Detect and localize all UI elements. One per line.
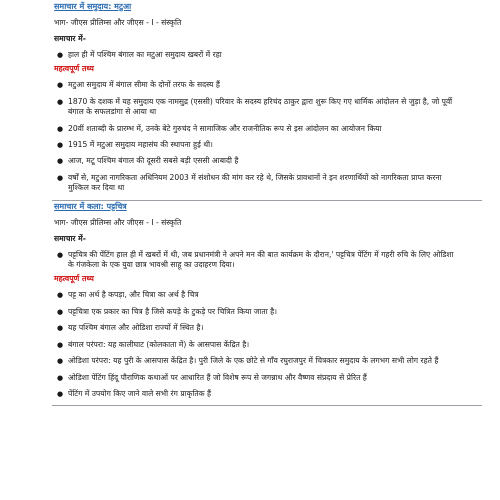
document-page bbox=[54, 0, 454, 406]
bullet-icon: ● bbox=[57, 97, 64, 106]
section-meta: भाग- जीएस प्रीलिम्स और जीएस - I - संस्कृति bbox=[54, 217, 182, 227]
bullet-icon: ● bbox=[57, 250, 64, 259]
list-item: ● पट्ट का अर्थ है कपड़ा, और चित्रा का अर्थ है चित्र bbox=[57, 290, 199, 300]
section-title: समाचार में समुदाय: मटुआ bbox=[54, 2, 132, 11]
section-title: समाचार में कला: पट्टचित्र bbox=[54, 201, 127, 211]
list-item: ● पेंटिंग में उपयोग किए जाने वाले सभी रंग प्राकृतिक हैं bbox=[57, 388, 212, 398]
list-item: ● 1870 के दशक में यह समुदाय एक नामसुद्र (एससी) परिवार के सदस्य हरिचंद ठाकुर द्वारा शुरू किए गए धार्मिक आंदोलन से जुड़ा है, जो पूर्वी बंगाल के सफलडांगा से आया था bbox=[57, 96, 453, 117]
bullet-icon: ● bbox=[57, 157, 64, 166]
important-facts-heading: महत्वपूर्ण तथ्य bbox=[54, 274, 94, 284]
list-item: ● पट्टचित्रा एक प्रकार का चित्र है जिसे कपड़े के टुकड़े पर चित्रित किया जाता है। bbox=[57, 306, 278, 316]
facts-list bbox=[54, 290, 454, 399]
list-item: ● 1915 में मटुआ समुदाय महासंघ की स्थापना हुई थी। bbox=[57, 140, 213, 150]
bullet-icon: ● bbox=[57, 389, 64, 398]
bullet-icon: ● bbox=[57, 357, 64, 366]
news-label: समाचार में- bbox=[54, 34, 86, 43]
bullet-icon: ● bbox=[57, 81, 64, 90]
section-divider bbox=[52, 405, 482, 406]
section-meta: भाग- जीएस प्रीलिम्स और जीएस - I - संस्कृति bbox=[54, 18, 182, 27]
list-item: ● पट्टचित्र की पेंटिंग हाल ही में खबरों में थी, जब प्रधानमंत्री ने अपने मन की बात कार्यक्रम के दौरान,' पट्टचित्र पेंटिंग में गहरी रुचि के लिए ओडिशा के गंजकेला के एक युवा छात्र भावश्री साहू का उदाहरण दिया। bbox=[57, 249, 454, 270]
bullet-icon: ● bbox=[57, 291, 64, 300]
facts-list bbox=[54, 80, 454, 193]
bullet-icon: ● bbox=[57, 51, 64, 59]
list-item: ● ओडिशा पेंटिंग हिंदू पौराणिक कथाओं पर आधारित हैं जो विशेष रूप से जगन्नाथ और वैष्णव संप्रदाय से प्रेरित हैं bbox=[57, 372, 367, 382]
list-item: ● मटुआ समुदाय में बंगाल सीमा के दोनों तरफ के सदस्य हैं bbox=[57, 80, 220, 90]
bullet-icon: ● bbox=[57, 173, 64, 182]
bullet-icon: ● bbox=[57, 324, 64, 333]
news-label: समाचार में- bbox=[54, 233, 86, 243]
news-list bbox=[54, 50, 454, 60]
important-facts-heading: महत्वपूर्ण तथ्य bbox=[54, 64, 94, 74]
list-item: ● बंगाल परंपरा: यह कालीघाट (कोलकाता में) के आसपास केंद्रित है। bbox=[57, 339, 250, 349]
list-item: ● वर्षों से, मटुआ नागरिकता अधिनियम 2003 में संशोधन की मांग कर रहे थे, जिसके प्रावधानों ने इन शरणार्थियों को नागरिकता प्राप्त करना मुश्किल कर दिया था bbox=[57, 172, 442, 193]
bullet-icon: ● bbox=[57, 340, 64, 349]
list-item: ● ओडिशा परंपरा: यह पुरी के आसपास केंद्रित है। पुरी जिले के एक छोटे से गाँव रघुराजपुर में चित्रकार समुदाय के लगभग सभी लोग रहते हैं bbox=[57, 356, 439, 366]
list-item: ● हाल ही में पश्चिम बंगाल का मटुआ समुदाय खबरों में रहा bbox=[57, 50, 222, 59]
bullet-icon: ● bbox=[57, 124, 64, 133]
bullet-icon: ● bbox=[57, 141, 64, 150]
bullet-icon: ● bbox=[57, 307, 64, 316]
list-item: ● आज, मटू पश्चिम बंगाल की दूसरी सबसे बड़ी एससी आबादी है bbox=[57, 156, 239, 166]
bullet-icon: ● bbox=[57, 373, 64, 382]
list-item: ● 20वीं शताब्दी के प्रारम्भ में, उनके बेटे गुरुचंद ने सामाजिक और राजनीतिक रूप से इस आंदोलन का आयोजन किया bbox=[57, 123, 382, 133]
list-item: ● यह पश्चिम बंगाल और ओडिशा राज्यों में स्थित है। bbox=[57, 323, 204, 333]
news-list bbox=[54, 250, 454, 271]
